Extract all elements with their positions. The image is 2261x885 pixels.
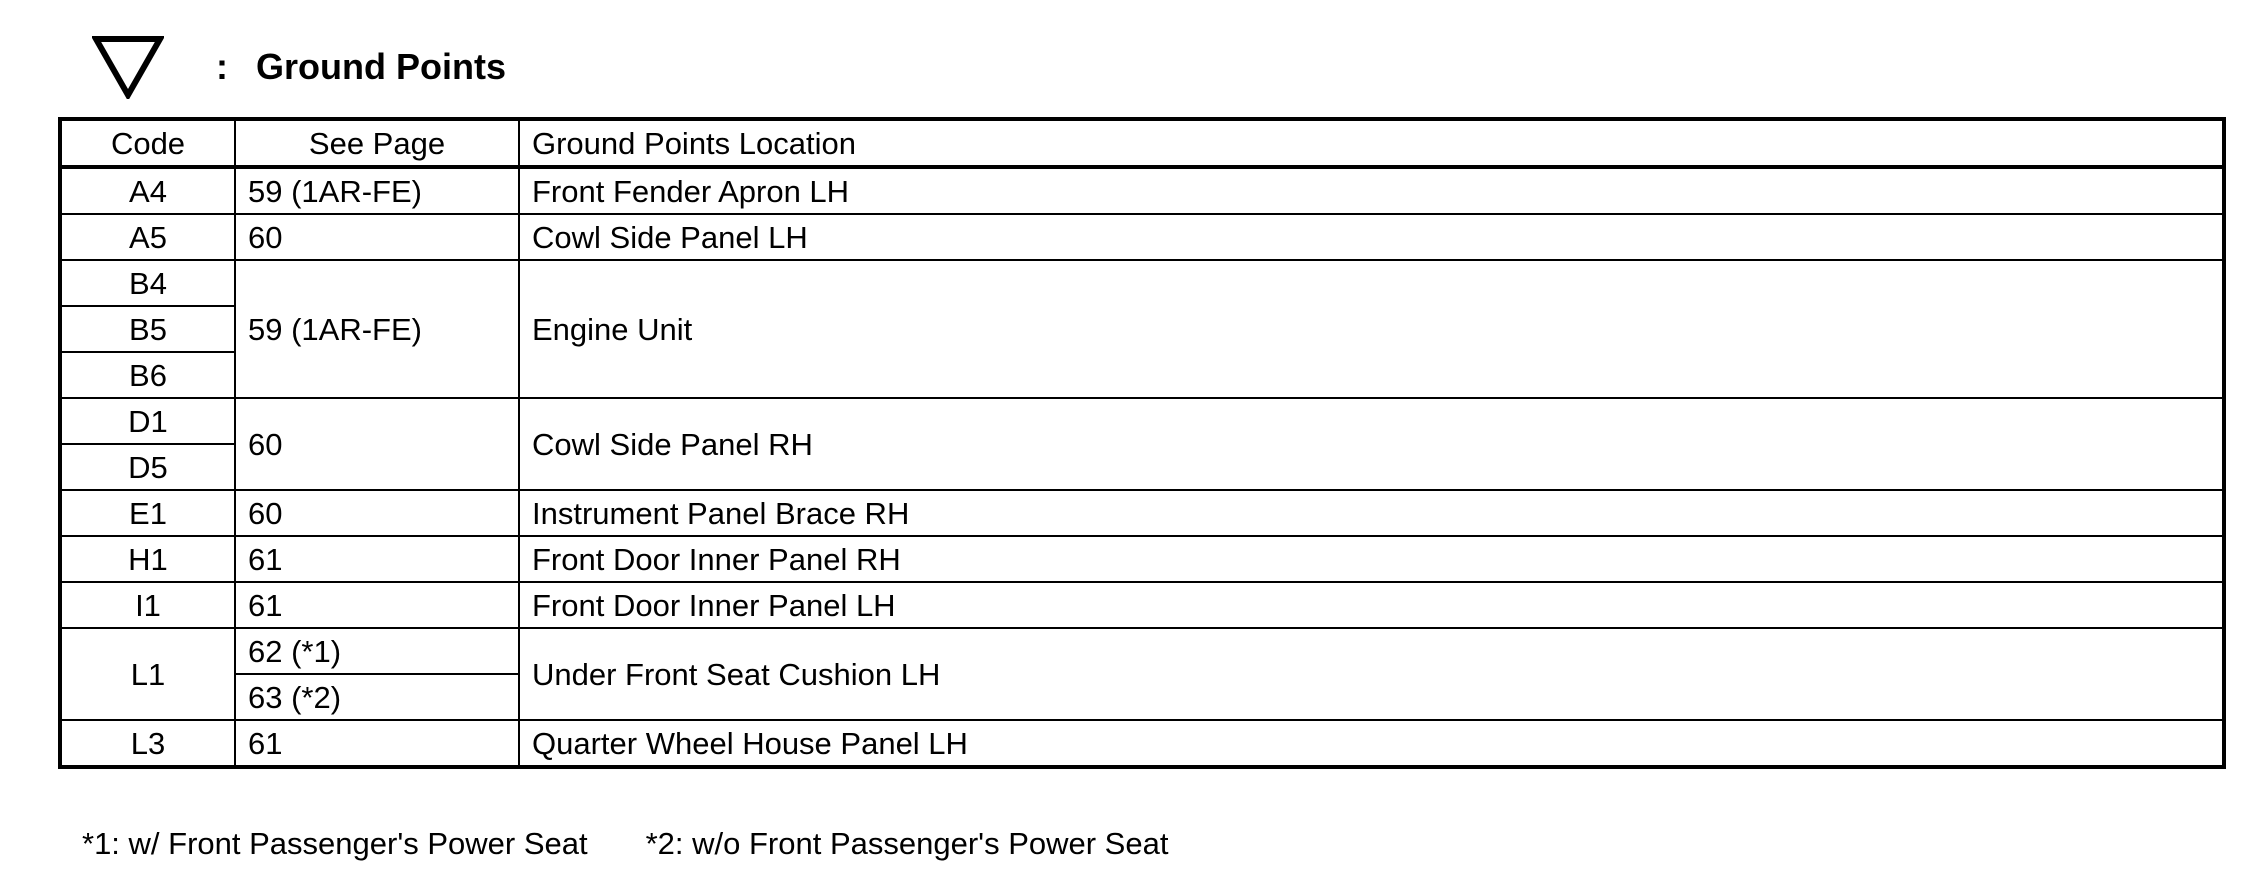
cell-see-page: 61 bbox=[235, 582, 519, 628]
cell-see-page: 59 (1AR-FE) bbox=[235, 260, 519, 398]
table-row bbox=[60, 398, 2224, 444]
column-header-code: Code bbox=[60, 119, 235, 167]
cell-see-page: 62 (*1) bbox=[235, 628, 519, 674]
section-header bbox=[92, 32, 506, 102]
cell-code: L3 bbox=[60, 720, 235, 767]
cell-see-page: 60 bbox=[235, 214, 519, 260]
cell-location: Instrument Panel Brace RH bbox=[519, 490, 2224, 536]
table-row bbox=[60, 628, 2224, 674]
table-row bbox=[60, 490, 2224, 536]
column-header-see-page: See Page bbox=[235, 119, 519, 167]
table-row bbox=[60, 720, 2224, 767]
cell-see-page: 61 bbox=[235, 536, 519, 582]
cell-code: B5 bbox=[60, 306, 235, 352]
cell-see-page: 59 (1AR-FE) bbox=[235, 167, 519, 214]
cell-code: H1 bbox=[60, 536, 235, 582]
cell-code: E1 bbox=[60, 490, 235, 536]
footnote-2: *2: w/o Front Passenger's Power Seat bbox=[645, 826, 1169, 861]
table-row bbox=[60, 536, 2224, 582]
cell-code: L1 bbox=[60, 628, 235, 720]
cell-see-page: 60 bbox=[235, 490, 519, 536]
cell-code: B4 bbox=[60, 260, 235, 306]
cell-location: Engine Unit bbox=[519, 260, 2224, 398]
cell-code: D1 bbox=[60, 398, 235, 444]
cell-location: Cowl Side Panel LH bbox=[519, 214, 2224, 260]
cell-code: I1 bbox=[60, 582, 235, 628]
cell-see-page: 61 bbox=[235, 720, 519, 767]
cell-location: Quarter Wheel House Panel LH bbox=[519, 720, 2224, 767]
cell-code: D5 bbox=[60, 444, 235, 490]
table-row bbox=[60, 260, 2224, 306]
footnote-1: *1: w/ Front Passenger's Power Seat bbox=[82, 826, 588, 861]
page-title: Ground Points bbox=[256, 46, 506, 87]
cell-location: Front Door Inner Panel RH bbox=[519, 536, 2224, 582]
table-row bbox=[60, 167, 2224, 214]
cell-see-page: 63 (*2) bbox=[235, 674, 519, 720]
header-colon: : bbox=[216, 46, 228, 87]
ground-points-table bbox=[58, 117, 2226, 769]
table-header-row bbox=[60, 119, 2224, 167]
cell-code: A5 bbox=[60, 214, 235, 260]
ground-triangle-icon bbox=[92, 35, 164, 99]
footnotes bbox=[82, 826, 1168, 862]
cell-location: Front Door Inner Panel LH bbox=[519, 582, 2224, 628]
column-header-location: Ground Points Location bbox=[519, 119, 2224, 167]
cell-see-page: 60 bbox=[235, 398, 519, 490]
table-row bbox=[60, 582, 2224, 628]
table-row bbox=[60, 214, 2224, 260]
cell-location: Under Front Seat Cushion LH bbox=[519, 628, 2224, 720]
cell-code: A4 bbox=[60, 167, 235, 214]
cell-code: B6 bbox=[60, 352, 235, 398]
cell-location: Cowl Side Panel RH bbox=[519, 398, 2224, 490]
cell-location: Front Fender Apron LH bbox=[519, 167, 2224, 214]
